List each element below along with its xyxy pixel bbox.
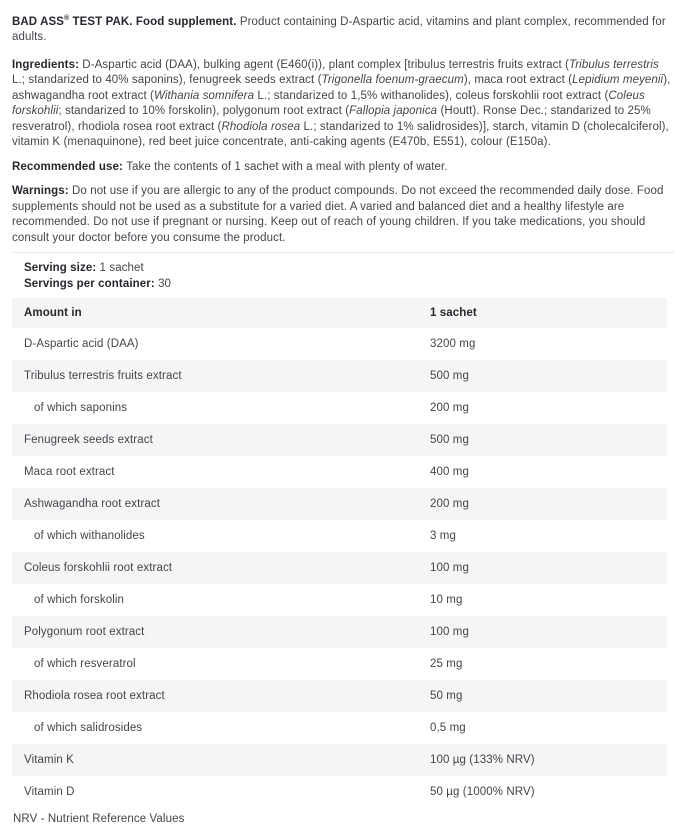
header-amount-in: Amount in: [24, 306, 82, 319]
table-row: [12, 584, 667, 616]
row-name: of which salidrosides: [34, 721, 143, 734]
row-value: 100 µg (133% NRV): [430, 753, 535, 766]
warnings-text: Do not use if you are allergic to any of the product compounds. Do not exceed the recommended daily dose. Food supplements should not be used as a substitute for a varied diet. A varied and balanced diet and a healthy lifestyle are recommended. Do not use if pregnant or nursing. Keep out of reach of young children. If you take medications, you should consult your doctor before you consume the product.: [12, 185, 664, 244]
nrv-footnote: NRV - Nutrient Reference Values: [13, 813, 185, 826]
serving-size-label: Serving size:: [24, 262, 100, 275]
header-serving: 1 sachet: [430, 306, 477, 319]
row-value: 100 mg: [430, 625, 469, 638]
row-value: 400 mg: [430, 465, 469, 478]
row-value: 200 mg: [430, 401, 469, 414]
table-row: [12, 616, 667, 648]
row-name: Polygonum root extract: [24, 625, 145, 638]
row-name: D-Aspartic acid (DAA): [24, 337, 139, 350]
table-row: [12, 424, 667, 456]
servings-per-container-label: Servings per container:: [24, 277, 159, 290]
row-value: 25 mg: [430, 657, 463, 670]
recommended-use-text: Take the contents of 1 sachet with a meal with plenty of water.: [126, 160, 448, 173]
section-divider: [12, 252, 674, 253]
servings-per-container-value: 30: [158, 277, 172, 290]
table-row: [12, 360, 667, 392]
table-row: [12, 680, 667, 712]
row-value: 50 µg (1000% NRV): [430, 785, 535, 798]
row-name: Coleus forskohlii root extract: [24, 561, 173, 574]
serving-size-value: 1 sachet: [99, 262, 144, 275]
table-row: [12, 488, 667, 520]
serving-size-line: [24, 261, 676, 277]
row-value: 0,5 mg: [430, 721, 466, 734]
row-name: of which forskolin: [34, 593, 125, 606]
row-value: 10 mg: [430, 593, 463, 606]
table-row: [12, 648, 667, 680]
serving-info: [24, 261, 676, 292]
row-value: 3200 mg: [430, 337, 476, 350]
row-name: of which withanolides: [34, 529, 145, 542]
row-name: Vitamin K: [24, 753, 74, 766]
nutrition-table: [12, 298, 667, 808]
servings-per-container-line: [24, 277, 676, 293]
row-value: 50 mg: [430, 689, 463, 702]
table-row: [12, 456, 667, 488]
table-row: [12, 776, 667, 808]
row-name: of which saponins: [34, 401, 128, 414]
table-row: [12, 392, 667, 424]
recommended-use-paragraph: [12, 160, 674, 176]
row-name: Fenugreek seeds extract: [24, 433, 153, 446]
ingredients-paragraph: Ingredients: D-Aspartic acid (DAA), bulking agent (E460(i)), plant complex [tribulus terrestris fruits extract (Tribulus terrestris L.; standarized to 40% saponins), fenugreek seeds extract (Trigonella foenum-graecum), maca root extract (Lepidium meyenii), ashwagandha root extract (Withania somnifera L.; standarized to 1,5% withanolides), coleus forskohlii root extract (Coleus forskohlii; standarized to 10% forskolin), polygonum root extract (Fallopia japonica (Houtt). Ronse Dec.; standarized to 25% resveratrol), rhodiola rosea root extract (Rhodiola rosea L.; standarized to 1% salidrosides)], starch, vitamin D (cholecalciferol), vitamin K (menaquinone), red beet juice concentrate, anti-caking agents (E470b, E551), colour (E150a).: [12, 58, 671, 149]
row-value: 500 mg: [430, 369, 469, 382]
table-row: [12, 520, 667, 552]
row-name: Rhodiola rosea root extract: [24, 689, 165, 702]
table-row: [12, 744, 667, 776]
row-name: Ashwagandha root extract: [24, 497, 161, 510]
table-row: [12, 552, 667, 584]
table-row: [12, 328, 667, 360]
recommended-use-label: Recommended use:: [12, 160, 127, 173]
row-name: Vitamin D: [24, 785, 75, 798]
row-value: 200 mg: [430, 497, 469, 510]
row-name: Tribulus terrestris fruits extract: [24, 369, 182, 382]
row-value: 100 mg: [430, 561, 469, 574]
row-value: 500 mg: [430, 433, 469, 446]
product-title: BAD ASS® TEST PAK. Food supplement. Product containing D-Aspartic acid, vitamins and plant complex, recommended for adults.: [12, 15, 666, 44]
row-name: of which resveratrol: [34, 657, 136, 670]
table-row: [12, 712, 667, 744]
table-header-row: [12, 298, 667, 328]
warnings-label: Warnings:: [12, 185, 72, 198]
warnings-paragraph: [12, 184, 674, 246]
row-value: 3 mg: [430, 529, 456, 542]
row-name: Maca root extract: [24, 465, 115, 478]
